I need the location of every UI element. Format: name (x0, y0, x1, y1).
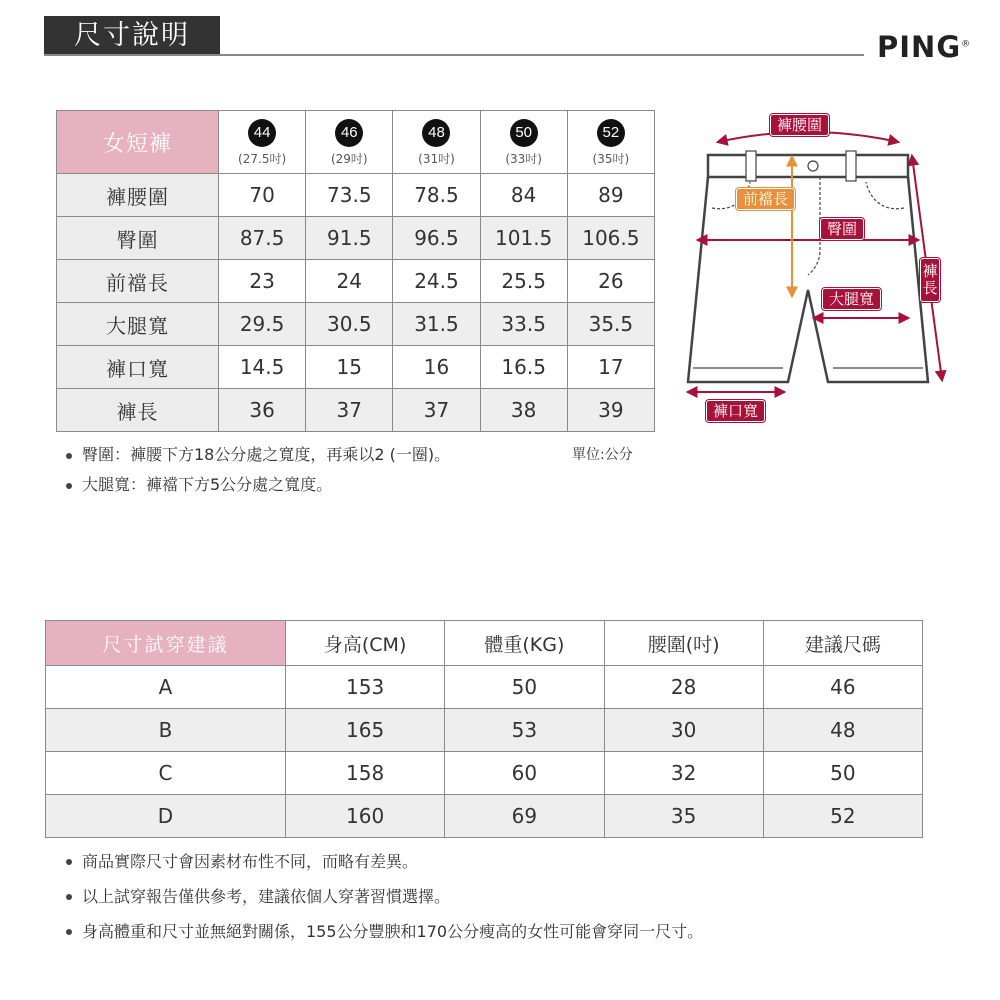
table-cell: 25.5 (480, 260, 567, 303)
table-cell: 50 (763, 752, 922, 795)
size-chart-corner: 女短褲 (57, 111, 219, 174)
size-inch: (33吋) (505, 151, 542, 166)
size-chart-table (56, 110, 655, 432)
table-cell: 35 (604, 795, 763, 838)
length-label: 褲長 (920, 258, 940, 302)
table-cell: 32 (604, 752, 763, 795)
row-label: 大腿寬 (57, 303, 219, 346)
waist-label: 褲腰圍 (770, 114, 829, 136)
row-label: 褲口寬 (57, 346, 219, 389)
size-badge: 46 (335, 119, 363, 147)
thigh-label: 大腿寬 (822, 288, 881, 310)
table-cell: 89 (567, 174, 654, 217)
table-cell: 31.5 (393, 303, 480, 346)
fitting-corner: 尺寸試穿建議 (46, 621, 286, 666)
hem-label: 褲口寬 (706, 400, 765, 422)
table-cell: 78.5 (393, 174, 480, 217)
table-cell: 16.5 (480, 346, 567, 389)
table-row (46, 709, 923, 752)
size-badge: 48 (422, 119, 450, 147)
table-cell: 30 (604, 709, 763, 752)
table-cell: 106.5 (567, 217, 654, 260)
header-divider (44, 54, 864, 56)
shorts-details (693, 151, 923, 368)
table-row (46, 795, 923, 838)
column-header: 體重(KG) (445, 621, 604, 666)
table-cell: 24 (306, 260, 393, 303)
table-cell: 33.5 (480, 303, 567, 346)
size-inch: (27.5吋) (238, 151, 287, 166)
note-item: 臀圍：褲腰下方18公分處之寬度，再乘以2 (一圈)。 (60, 444, 450, 474)
table-cell: 24.5 (393, 260, 480, 303)
column-header: 建議尺碼 (763, 621, 922, 666)
size-col-50 (480, 111, 567, 174)
row-label: 褲長 (57, 389, 219, 432)
table-cell: 73.5 (306, 174, 393, 217)
size-col-44 (219, 111, 306, 174)
fitting-table (45, 620, 923, 838)
row-label: C (46, 752, 286, 795)
table-cell: 17 (567, 346, 654, 389)
shorts-outline-illustration (660, 100, 960, 440)
front-rise-label: 前襠長 (736, 188, 795, 210)
row-label: 褲腰圍 (57, 174, 219, 217)
unit-label: 單位:公分 (572, 447, 633, 463)
table-cell: 46 (763, 666, 922, 709)
size-row-waist (57, 174, 655, 217)
row-label: 前襠長 (57, 260, 219, 303)
page-title: 尺寸說明 (44, 16, 220, 56)
size-row-hip (57, 217, 655, 260)
size-row-thigh (57, 303, 655, 346)
table-cell: 37 (393, 389, 480, 432)
table-cell: 39 (567, 389, 654, 432)
table-cell: 53 (445, 709, 604, 752)
table-cell: 84 (480, 174, 567, 217)
table-cell: 37 (306, 389, 393, 432)
table-cell: 28 (604, 666, 763, 709)
size-header-row (57, 111, 655, 174)
size-row-hem (57, 346, 655, 389)
table-cell: 153 (286, 666, 445, 709)
brand-logo (877, 30, 971, 64)
note-item: 以上試穿報告僅供參考，建議依個人穿著習慣選擇。 (60, 885, 703, 920)
table-cell: 91.5 (306, 217, 393, 260)
table-cell: 23 (219, 260, 306, 303)
shorts-diagram (660, 100, 960, 444)
size-col-52 (567, 111, 654, 174)
registered-mark: ® (961, 39, 972, 50)
table-cell: 48 (763, 709, 922, 752)
brand-name: PING (877, 30, 962, 64)
table-cell: 96.5 (393, 217, 480, 260)
size-inch: (31吋) (418, 151, 455, 166)
size-badge: 44 (248, 119, 276, 147)
row-label: D (46, 795, 286, 838)
note-item: 大腿寬：褲襠下方5公分處之寬度。 (60, 474, 450, 504)
size-row-front-rise (57, 260, 655, 303)
table-cell: 160 (286, 795, 445, 838)
row-label: 臀圍 (57, 217, 219, 260)
table-cell: 50 (445, 666, 604, 709)
table-cell: 158 (286, 752, 445, 795)
row-label: B (46, 709, 286, 752)
table-cell: 26 (567, 260, 654, 303)
table-cell: 35.5 (567, 303, 654, 346)
size-badge: 50 (510, 119, 538, 147)
table-cell: 38 (480, 389, 567, 432)
table-cell: 29.5 (219, 303, 306, 346)
table-row (46, 752, 923, 795)
table-cell: 52 (763, 795, 922, 838)
column-header: 身高(CM) (286, 621, 445, 666)
table-cell: 30.5 (306, 303, 393, 346)
table-cell: 60 (445, 752, 604, 795)
size-inch: (29吋) (330, 151, 368, 166)
table-cell: 70 (219, 174, 306, 217)
note-item: 身高體重和尺寸並無絕對關係，155公分豐腴和170公分瘦高的女性可能會穿同一尺寸。 (60, 920, 703, 955)
hip-label: 臀圍 (820, 218, 864, 240)
size-col-46 (306, 111, 393, 174)
table-cell: 87.5 (219, 217, 306, 260)
size-row-length (57, 389, 655, 432)
table-row (46, 666, 923, 709)
fitting-notes (60, 850, 703, 955)
size-badge: 52 (597, 119, 625, 147)
table-cell: 15 (306, 346, 393, 389)
size-inch: (35吋) (592, 151, 630, 166)
fitting-header-row (46, 621, 923, 666)
table-cell: 69 (445, 795, 604, 838)
table-cell: 14.5 (219, 346, 306, 389)
size-col-48 (393, 111, 480, 174)
row-label: A (46, 666, 286, 709)
table-cell: 36 (219, 389, 306, 432)
table-cell: 16 (393, 346, 480, 389)
column-header: 腰圍(吋) (604, 621, 763, 666)
table-cell: 101.5 (480, 217, 567, 260)
shorts-outline (688, 155, 928, 382)
size-chart-notes (60, 444, 450, 504)
table-cell: 165 (286, 709, 445, 752)
note-item: 商品實際尺寸會因素材布性不同，而略有差異。 (60, 850, 703, 885)
